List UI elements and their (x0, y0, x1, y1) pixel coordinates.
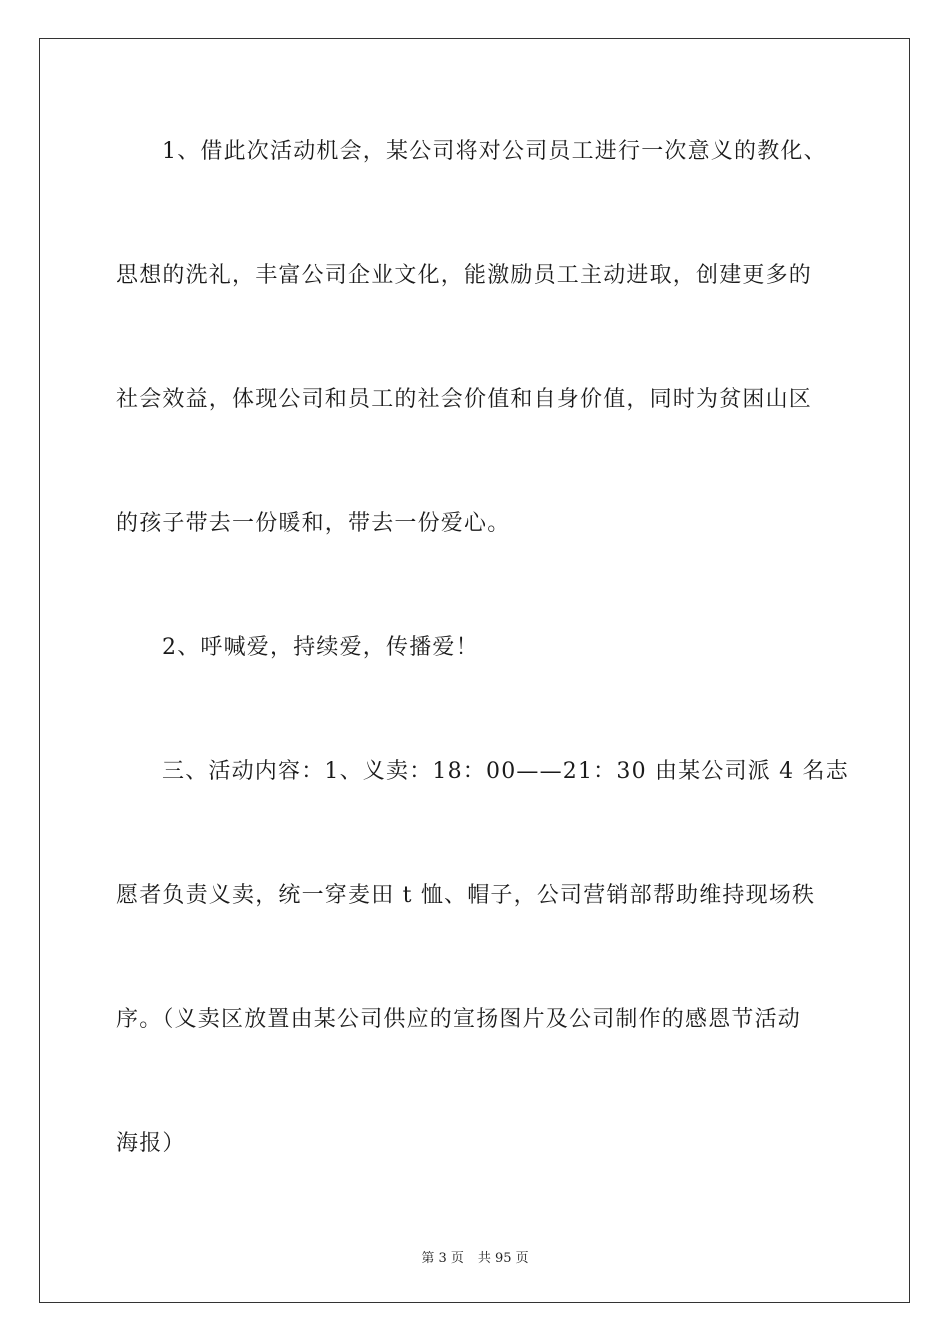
page-total: 共 95 页 (477, 1251, 529, 1266)
page-footer (0, 1247, 950, 1266)
paragraph-line: 三、活动内容：1、义卖：18：00——21：30 由某公司派 4 名志 (162, 759, 849, 784)
paragraph-line: 社会效益，体现公司和员工的社会价值和自身价值，同时为贫困山区 (116, 387, 813, 412)
page-number: 第 3 页 (421, 1251, 464, 1266)
paragraph-line: 思想的洗礼，丰富公司企业文化，能激励员工主动进取，创建更多的 (116, 263, 813, 288)
paragraph-line: 序。（义卖区放置由某公司供应的宣扬图片及公司制作的感恩节活动 (116, 1007, 802, 1032)
paragraph-line: 愿者负责义卖，统一穿麦田 t 恤、帽子，公司营销部帮助维持现场秩 (116, 883, 816, 908)
paragraph-line: 2、呼喊爱，持续爱，传播爱！ (162, 635, 479, 660)
paragraph-line: 的孩子带去一份暖和，带去一份爱心。 (116, 511, 511, 536)
paragraph-line: 1、借此次活动机会，某公司将对公司员工进行一次意义的教化、 (162, 139, 827, 164)
page-border (39, 38, 910, 1303)
paragraph-line: 海报） (116, 1131, 186, 1156)
